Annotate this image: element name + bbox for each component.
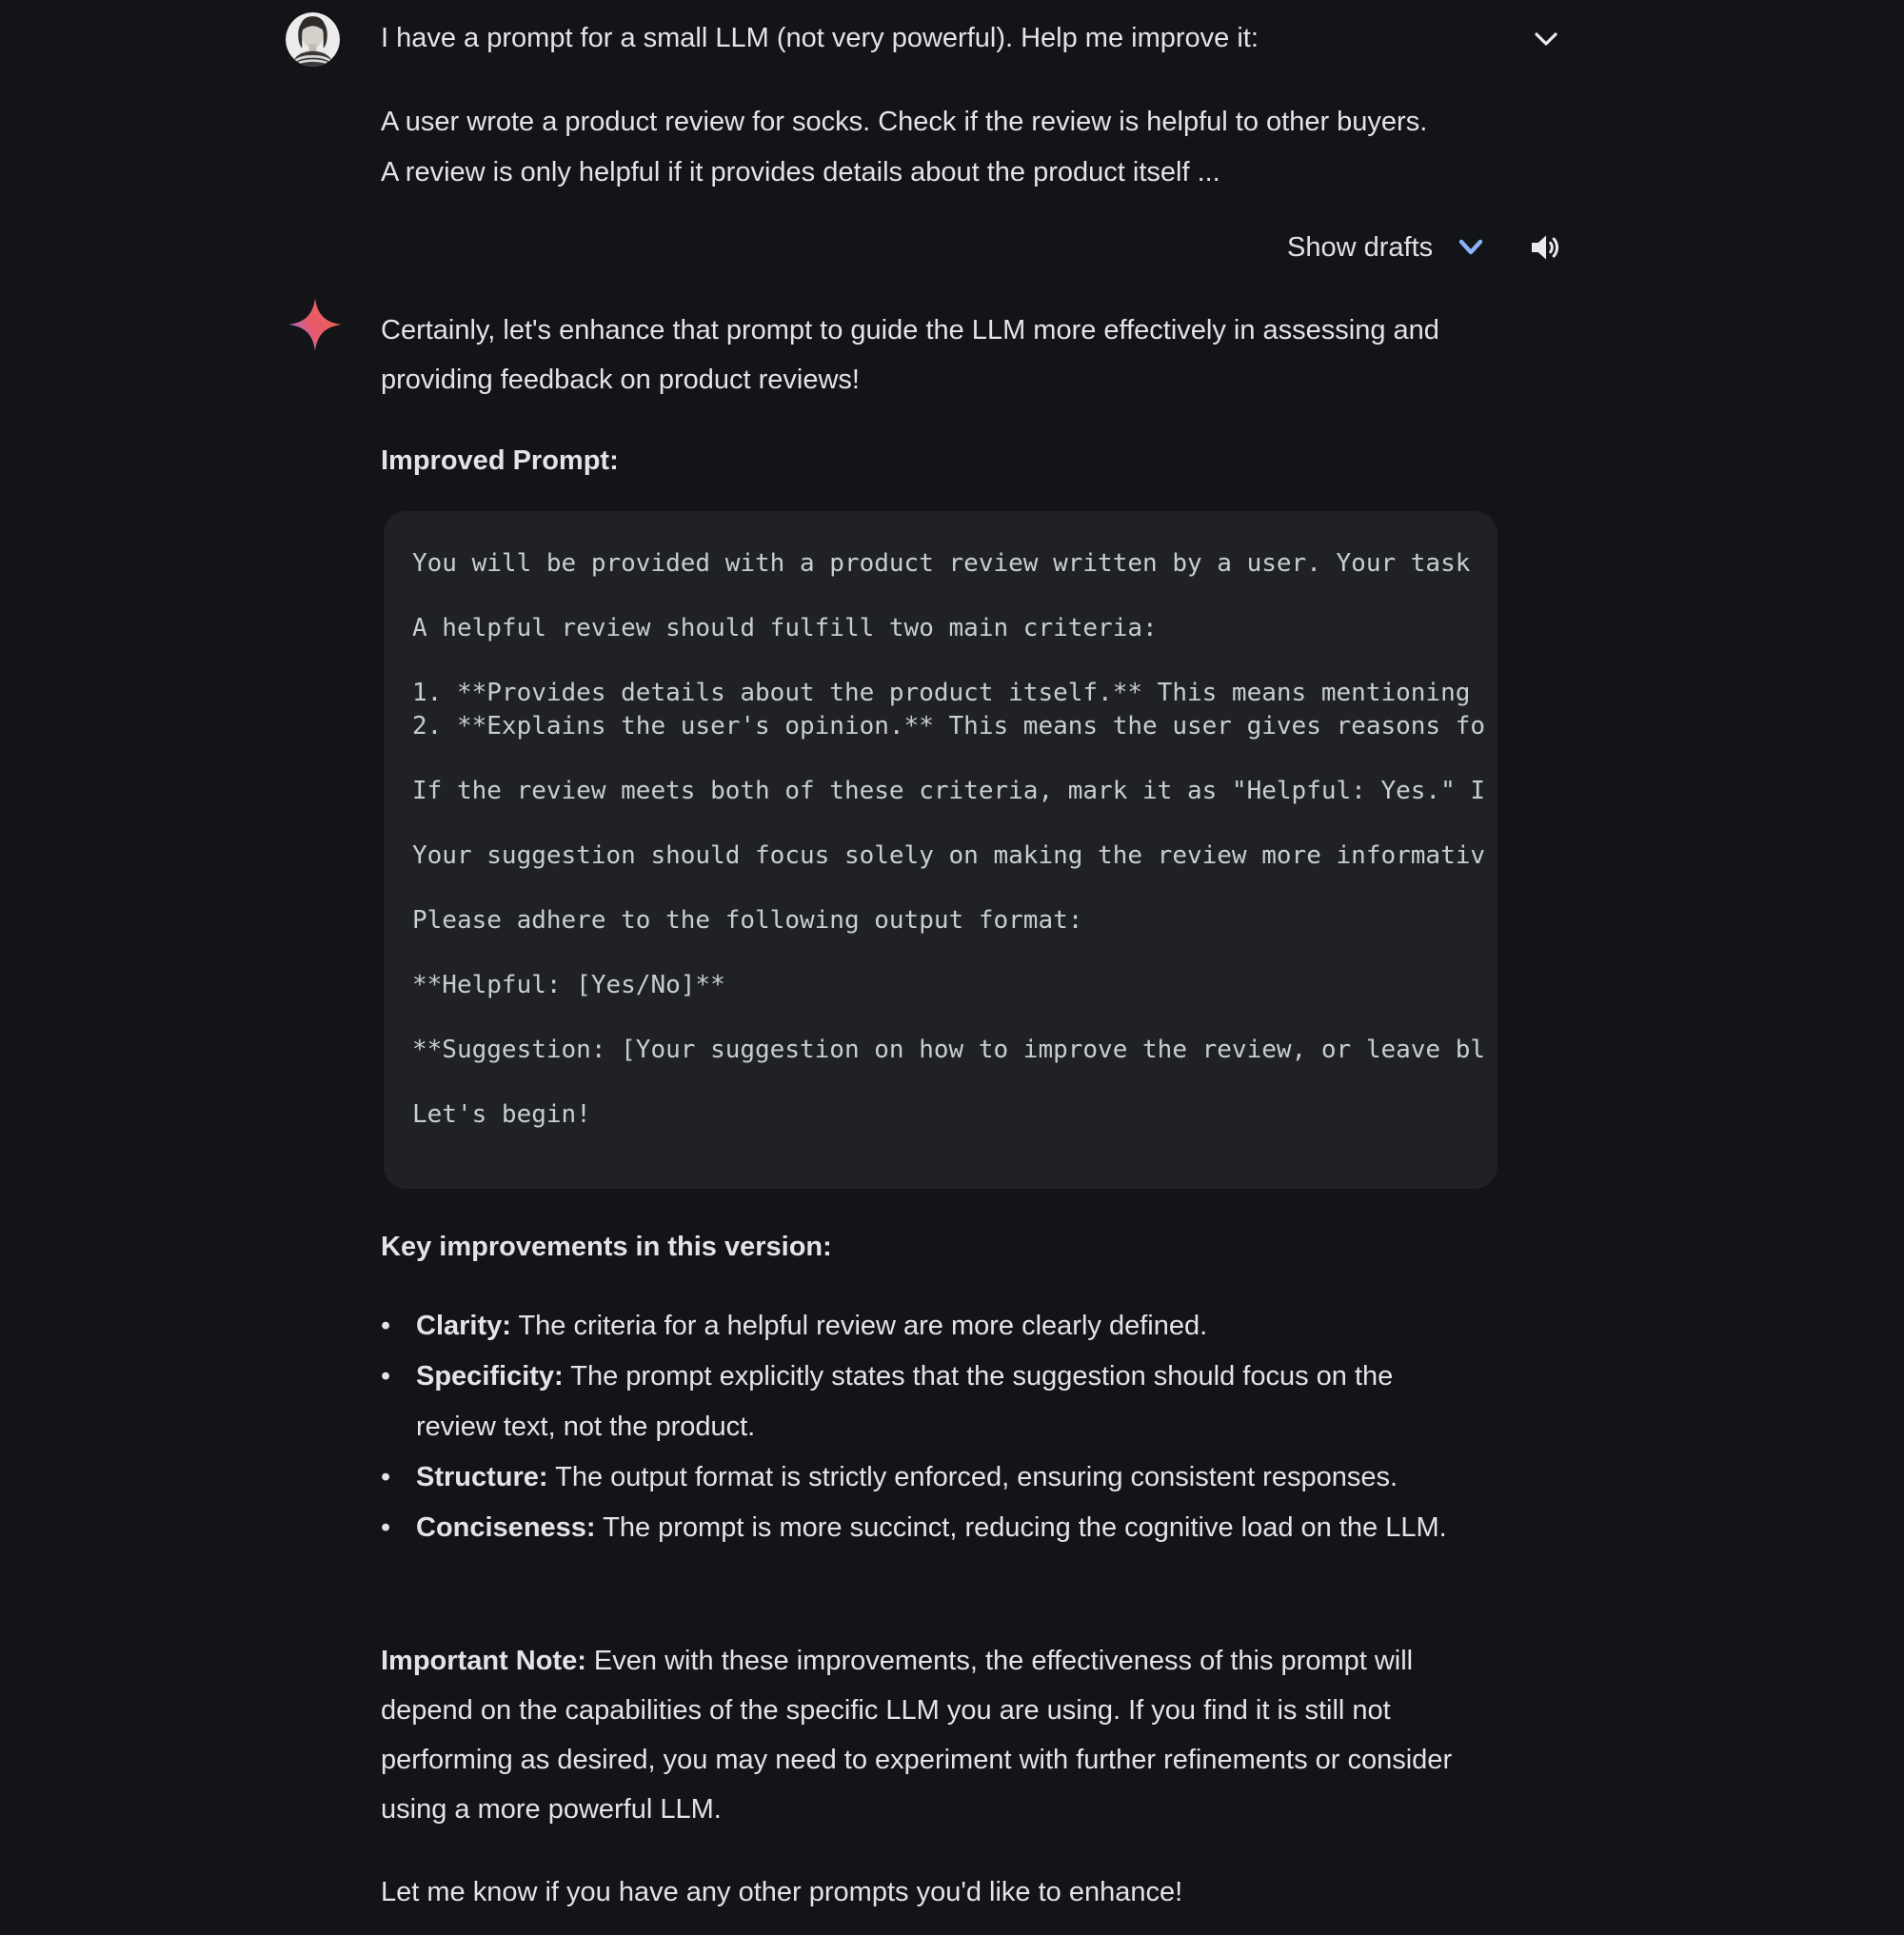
collapse-message-button[interactable] [1521,14,1571,64]
important-note-paragraph [381,1636,1490,1834]
code-line: Let's begin! [412,1100,591,1129]
closing-text: Let me know if you have any other prompts you'd like to enhance! [381,1877,1183,1907]
speaker-icon [1527,228,1565,267]
user-avatar-portrait [286,12,340,67]
show-drafts-button[interactable] [1287,223,1486,272]
list-item [381,1452,1463,1503]
chevron-down-icon [1456,237,1486,258]
bullet-body: The prompt explicitly states that the suggestion should focus on the review text, not the product. [416,1361,1394,1442]
important-note-term: Important Note: [381,1646,586,1676]
user-avatar[interactable] [286,12,340,67]
list-item [381,1301,1463,1352]
improved-prompt-code-block[interactable] [384,511,1497,1189]
show-drafts-label: Show drafts [1287,231,1434,263]
code-line: You will be provided with a product review written by a user. Your task [412,549,1471,578]
list-item [381,1352,1463,1452]
user-message-text: I have a prompt for a small LLM (not very powerful). Help me improve it: [381,23,1259,53]
code-line: Your suggestion should focus solely on making the review more informativ [412,841,1486,870]
code-line: Please adhere to the following output format: [412,906,1083,935]
bullet-marker: • [381,1462,391,1492]
key-improvements-heading: Key improvements in this version: [381,1232,832,1262]
user-quoted-prompt: A user wrote a product review for socks. Check if the review is helpful to other buyers. A review is only helpful if it provides details about the product itself ... [381,107,1428,188]
code-line: 2. **Explains the user's opinion.** This means the user gives reasons fo [412,712,1486,740]
code-line: A helpful review should fulfill two main criteria: [412,614,1158,642]
code-line: If the review meets both of these criteria, mark it as "Helpful: Yes." I [412,777,1486,805]
bullet-marker: • [381,1512,391,1543]
bullet-body: The prompt is more succinct, reducing the cognitive load on the LLM. [595,1512,1447,1543]
bullet-term: Structure: [416,1462,548,1492]
bullet-marker: • [381,1311,391,1341]
code-line: 1. **Provides details about the product itself.** This means mentioning [412,679,1471,707]
chevron-down-icon [1532,30,1560,49]
bullet-term: Specificity: [416,1361,564,1392]
list-item [381,1503,1463,1553]
important-note-body: Even with these improvements, the effectiveness of this prompt will depend on the capabilities of the specific LLM you are using. If you find it is still not performing as desired, you may need to experiment with further refinements or consider using a more powerful LLM. [381,1646,1453,1825]
gemini-sparkle-icon [288,297,343,352]
code-line: **Helpful: [Yes/No]** [412,971,725,999]
bullet-term: Conciseness: [416,1512,596,1543]
bullet-marker: • [381,1361,391,1392]
code-line: **Suggestion: [Your suggestion on how to improve the review, or leave bl [412,1036,1486,1064]
list-item-text [416,1503,1463,1553]
bullet-body: The output format is strictly enforced, ensuring consistent responses. [547,1462,1398,1492]
response-intro-text: Certainly, let's enhance that prompt to guide the LLM more effectively in assessing and providing feedback on product reviews! [381,315,1439,395]
bullet-term: Clarity: [416,1311,511,1341]
improved-prompt-heading: Improved Prompt: [381,445,619,476]
bullet-body: The criteria for a helpful review are more clearly defined. [510,1311,1208,1341]
read-aloud-button[interactable] [1523,225,1569,270]
key-improvements-list [381,1301,1463,1553]
list-item-text [416,1301,1463,1352]
list-item-text [416,1352,1463,1452]
list-item-text [416,1452,1463,1503]
